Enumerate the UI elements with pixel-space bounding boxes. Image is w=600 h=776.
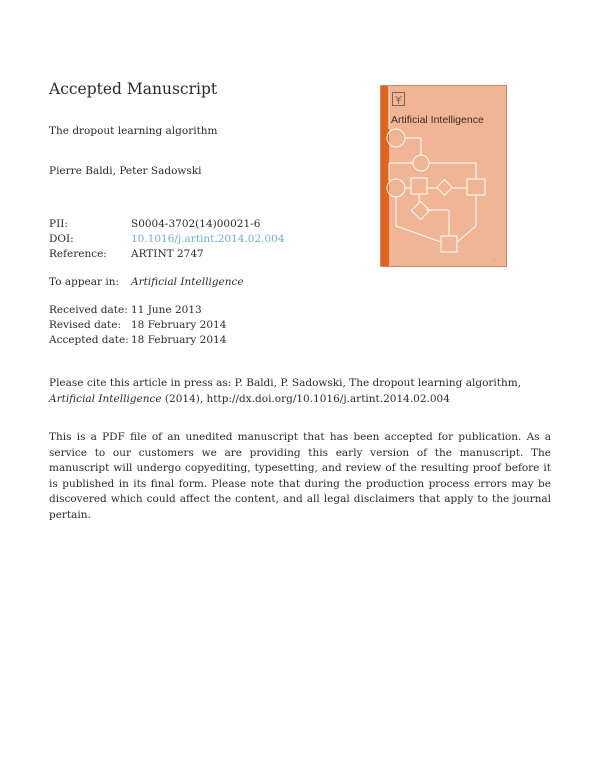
appear-label: To appear in: <box>49 276 120 288</box>
article-authors: Pierre Baldi, Peter Sadowski <box>49 165 202 177</box>
citation-prefix: Please cite this article in press as: P. Baldi, P. Sadowski, The dropout learning algorithm, <box>49 377 522 389</box>
citation-note <box>49 376 551 407</box>
cover-journal-title: Artificial Intelligence <box>391 114 484 126</box>
revised-date-value: 18 February 2014 <box>131 319 227 331</box>
doi-label: DOI: <box>49 233 74 245</box>
citation-suffix: (2014), http://dx.doi.org/10.1016/j.artint.2014.02.004 <box>161 392 450 405</box>
cover-volume-text: · · · <box>495 93 500 97</box>
received-date-value: 11 June 2013 <box>131 304 202 316</box>
journal-cover-image <box>380 85 507 267</box>
accepted-date-label: Accepted date: <box>49 334 129 346</box>
reference-label: Reference: <box>49 248 107 260</box>
received-date-label: Received date: <box>49 304 128 316</box>
cover-publisher-text: · · · <box>491 257 498 262</box>
citation-journal: Artificial Intelligence <box>49 392 162 405</box>
disclaimer-paragraph: This is a PDF file of an unedited manuscript that has been accepted for publication. As a service to our customers we are providing this early version of the manuscript. The manuscript will undergo copyediting, typesetting, and review of the resulting proof before it is published in its final form. Please note that during the production process errors may be discovered which could affect the content, and all legal disclaimers that apply to the journal pertain. <box>49 431 551 521</box>
doi-link[interactable]: 10.1016/j.artint.2014.02.004 <box>131 233 285 245</box>
pii-label: PII: <box>49 218 68 230</box>
accepted-date-value: 18 February 2014 <box>131 334 227 346</box>
article-title: The dropout learning algorithm <box>49 125 218 137</box>
manuscript-heading: Accepted Manuscript <box>49 80 218 98</box>
reference-value: ARTINT 2747 <box>131 248 204 260</box>
network-diagram-icon <box>381 86 506 266</box>
pii-value: S0004-3702(14)00021-6 <box>131 218 261 230</box>
appear-journal: Artificial Intelligence <box>131 276 244 288</box>
revised-date-label: Revised date: <box>49 319 122 331</box>
